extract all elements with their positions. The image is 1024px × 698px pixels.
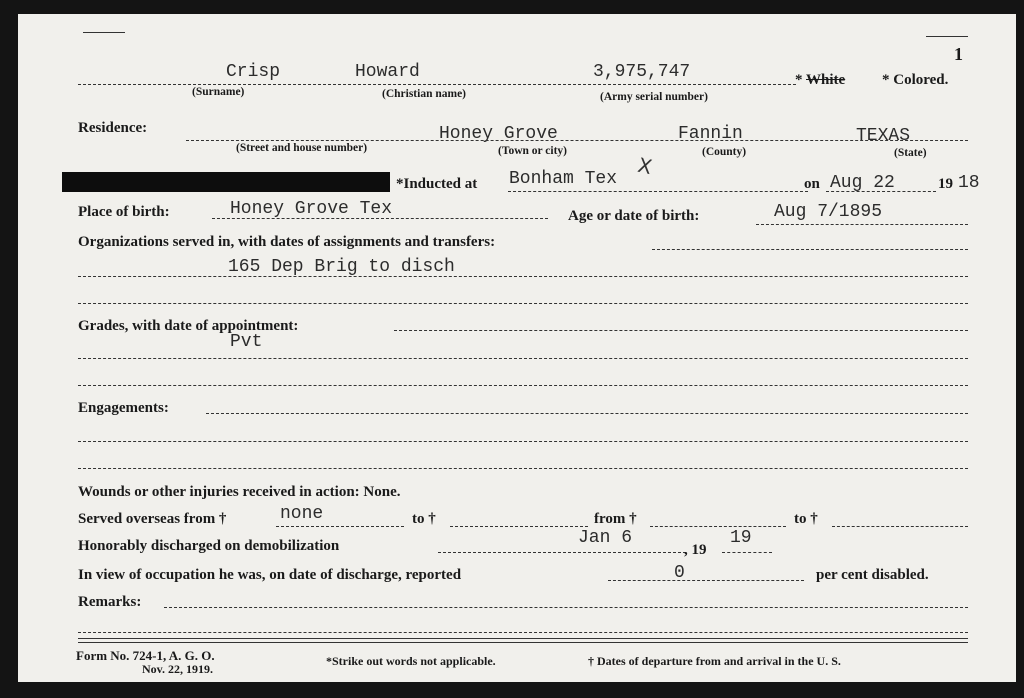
- grades-label: Grades, with date of appointment:: [78, 318, 299, 334]
- grades-value: Pvt: [230, 332, 263, 352]
- christian-caption: (Christian name): [382, 88, 467, 100]
- footer-note-strike: *Strike out words not applicable.: [326, 654, 496, 668]
- surname-value: Crisp: [226, 62, 281, 82]
- form-number: Form No. 724-1, A. G. O.: [76, 648, 215, 663]
- form-date: Nov. 22, 1919.: [142, 662, 214, 676]
- discharge-date-value: Jan 6: [578, 528, 633, 548]
- inducted-date-value: Aug 22: [830, 173, 895, 193]
- on-label: on: [804, 176, 820, 192]
- grades-line-2: [78, 358, 968, 359]
- grades-line-3: [78, 385, 968, 386]
- organizations-line-3: [78, 303, 968, 304]
- colored-label: * Colored.: [882, 72, 949, 88]
- serial-caption: (Army serial number): [600, 91, 708, 103]
- name-line: [78, 84, 796, 85]
- remarks-label: Remarks:: [78, 594, 142, 610]
- redaction-bar: [62, 172, 390, 192]
- disability-value: 0: [674, 563, 685, 583]
- state-value: TEXAS: [856, 126, 911, 146]
- county-value: Fannin: [678, 124, 743, 144]
- service-record-card: [18, 14, 1016, 682]
- engagements-line-2: [78, 441, 968, 442]
- overseas-from-2: from †: [594, 511, 637, 527]
- birth-date-label: Age or date of birth:: [568, 208, 700, 224]
- surname-caption: (Surname): [192, 86, 245, 98]
- hand-x-mark: X: [635, 152, 655, 180]
- organizations-line-2: [78, 276, 968, 277]
- birth-date-line: [756, 224, 968, 225]
- discharge-year-line: [722, 552, 772, 553]
- overseas-line-2: [450, 526, 588, 527]
- remarks-line-1: [164, 607, 968, 608]
- birth-place-value: Honey Grove Tex: [230, 199, 393, 219]
- town-caption: (Town or city): [498, 145, 567, 157]
- remarks-line-2: [78, 632, 968, 633]
- state-caption: (State): [894, 147, 927, 159]
- organizations-label: Organizations served in, with dates of assignments and transfers:: [78, 234, 496, 250]
- overseas-to-1: to †: [412, 511, 436, 527]
- organizations-line-1: [652, 249, 968, 250]
- inducted-place-value: Bonham Tex: [509, 169, 618, 189]
- overseas-value: none: [280, 504, 324, 524]
- engagements-line-3: [78, 468, 968, 469]
- footer-note-dates: † Dates of departure from and arrival in the U. S.: [588, 654, 841, 668]
- town-value: Honey Grove: [439, 124, 558, 144]
- overseas-line-1: [276, 526, 404, 527]
- inducted-year-suffix: 18: [958, 173, 980, 193]
- disability-suffix: per cent disabled.: [816, 567, 929, 583]
- discharge-label: Honorably discharged on demobilization: [78, 538, 340, 554]
- overseas-line-3: [650, 526, 786, 527]
- birth-place-label: Place of birth:: [78, 204, 170, 220]
- christian-name-value: Howard: [355, 62, 420, 82]
- discharge-line: [438, 552, 686, 553]
- page-number: 1: [954, 44, 963, 64]
- birth-date-value: Aug 7/1895: [774, 202, 883, 222]
- discharge-year-suffix: 19: [730, 528, 752, 548]
- overseas-line-4: [832, 526, 968, 527]
- organizations-value: 165 Dep Brig to disch: [228, 257, 455, 277]
- inducted-label: *Inducted at: [396, 176, 478, 192]
- inducted-date-line: [826, 191, 936, 192]
- top-left-rule: [83, 32, 125, 33]
- footer-rule-1: [78, 638, 968, 639]
- grades-line-1: [394, 330, 968, 331]
- white-struck: White: [806, 72, 846, 88]
- overseas-label: Served overseas from †: [78, 511, 227, 527]
- wounds-text: Wounds or other injuries received in action: None.: [78, 484, 401, 500]
- serial-value: 3,975,747: [593, 62, 691, 82]
- street-caption: (Street and house number): [236, 142, 368, 154]
- residence-label: Residence:: [78, 120, 148, 136]
- engagements-label: Engagements:: [78, 400, 169, 416]
- birth-place-line: [212, 218, 548, 219]
- disability-line: [608, 580, 804, 581]
- county-caption: (County): [702, 146, 747, 158]
- footer-rule-2: [78, 642, 968, 643]
- engagements-line-1: [206, 413, 968, 414]
- discharge-year-prefix: , 19: [684, 542, 707, 558]
- disability-label: In view of occupation he was, on date of discharge, reported: [78, 567, 462, 583]
- asterisk: *: [795, 72, 803, 88]
- inducted-year-prefix: 19: [938, 176, 953, 192]
- inducted-line: [508, 191, 808, 192]
- top-right-rule: [926, 36, 968, 37]
- residence-line: [186, 140, 968, 141]
- overseas-to-2: to †: [794, 511, 818, 527]
